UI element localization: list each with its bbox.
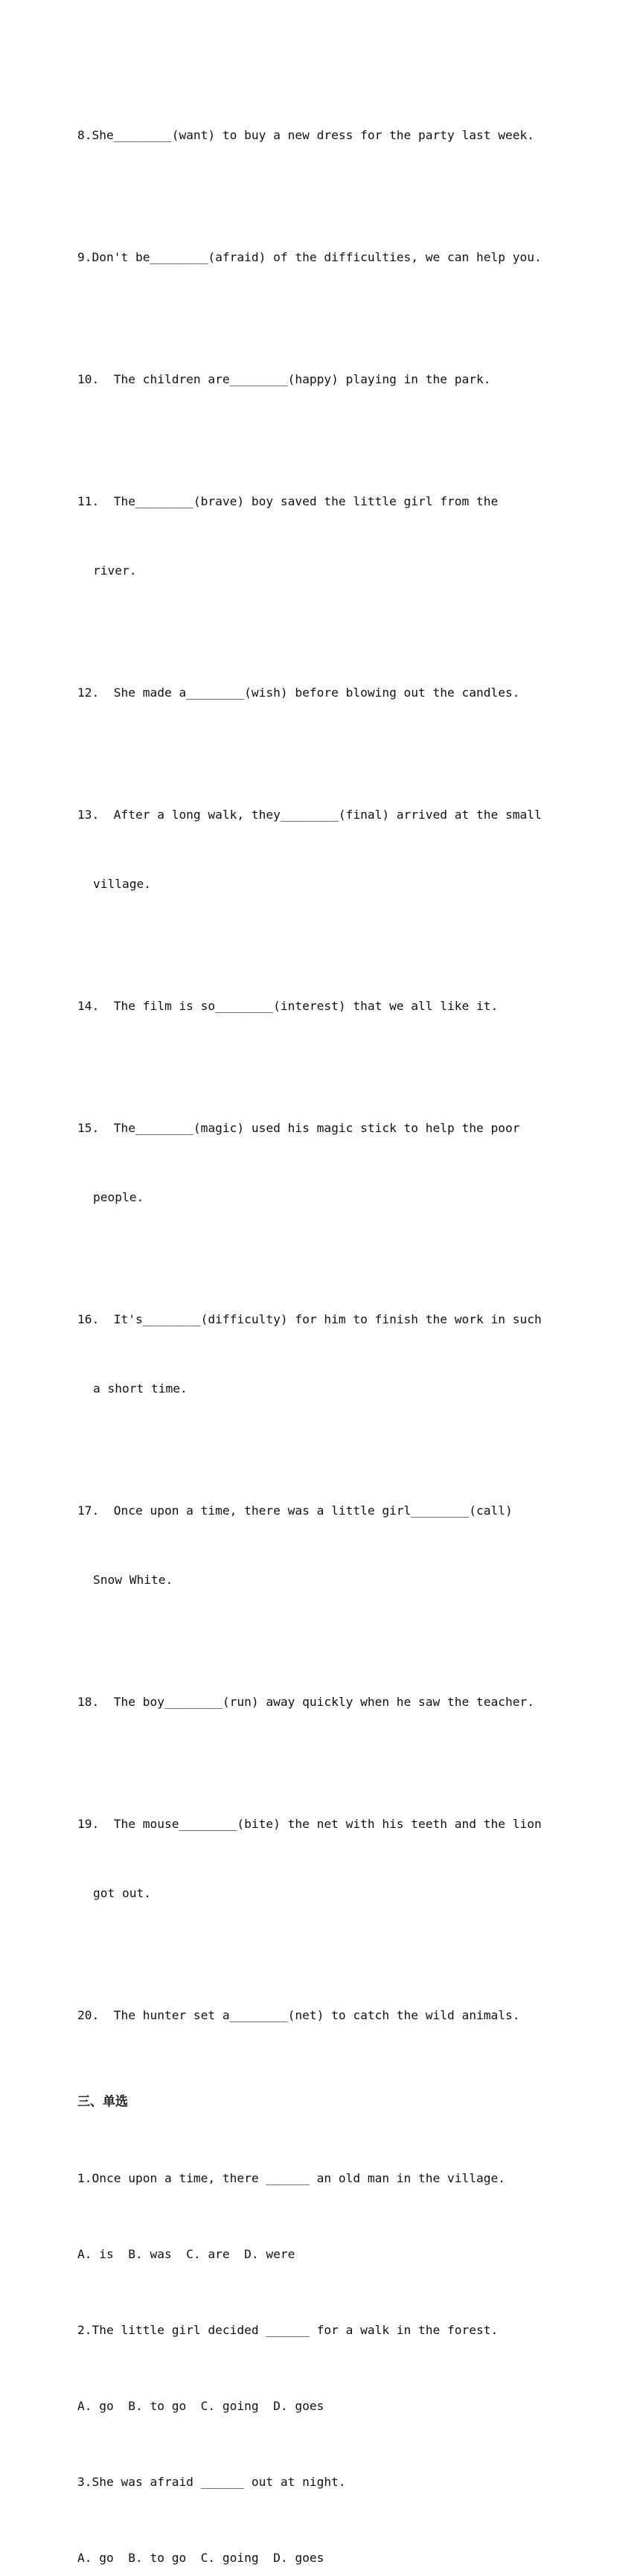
question-text: 17. Once upon a time, there was a little girl________(call) <box>77 1503 513 1518</box>
mc-question-text: 2.The little girl decided ______ for a walk in the forest. <box>77 2323 499 2337</box>
question-item <box>77 1262 566 1446</box>
mc-question-text: 3.She was afraid ______ out at night. <box>77 2475 346 2489</box>
question-item <box>77 199 566 315</box>
question-item <box>77 948 566 1064</box>
mc-options: A. go B. to go C. going D. goes <box>77 2551 324 2565</box>
question-text: 11. The________(brave) boy saved the little girl from the <box>77 494 499 508</box>
question-text: 15. The________(magic) used his magic stick to help the poor <box>77 1121 520 1135</box>
question-text-continued: Snow White. <box>93 1573 173 1587</box>
question-text: 9.Don't be________(afraid) of the difficulties, we can help you. <box>77 250 542 264</box>
question-text-continued: people. <box>93 1190 144 1204</box>
mc-question <box>77 2120 566 2236</box>
question-text: 20. The hunter set a________(net) to catch the wild animals. <box>77 2008 520 2022</box>
question-text: 8.She________(want) to buy a new dress for the party last week. <box>77 128 534 142</box>
question-item <box>77 322 566 437</box>
question-item <box>77 444 566 628</box>
question-text: 16. It's________(difficulty) for him to finish the work in such <box>77 1312 542 1326</box>
question-text-continued: village. <box>93 877 151 891</box>
question-text: 10. The children are________(happy) playing in the park. <box>77 372 491 386</box>
mc-options: A. is B. was C. are D. were <box>77 2247 295 2261</box>
question-item <box>77 1766 566 1951</box>
question-text: 13. After a long walk, they________(final) arrived at the small <box>77 808 542 822</box>
question-item <box>77 1957 566 2073</box>
question-text-continued: got out. <box>93 1886 151 1900</box>
question-item <box>77 1644 566 1760</box>
question-text: 19. The mouse________(bite) the net with his teeth and the lion <box>77 1817 542 1831</box>
question-text-continued: a short time. <box>93 1381 188 1396</box>
mc-question <box>77 2272 566 2388</box>
question-text-continued: river. <box>93 563 137 578</box>
mc-options: A. go B. to go C. going D. goes <box>77 2399 324 2413</box>
mc-question <box>77 2424 566 2540</box>
question-text: 18. The boy________(run) away quickly when he saw the teacher. <box>77 1695 534 1709</box>
question-item <box>77 1070 566 1255</box>
section-heading: 三、单选 <box>77 2094 128 2109</box>
mc-question-text: 1.Once upon a time, there ______ an old man in the village. <box>77 2171 505 2185</box>
question-item <box>77 757 566 942</box>
question-item <box>77 635 566 750</box>
question-text: 12. She made a________(wish) before blowing out the candles. <box>77 685 520 700</box>
question-item <box>77 77 566 193</box>
document-content <box>77 77 566 2576</box>
question-item <box>77 1453 566 1637</box>
question-text: 14. The film is so________(interest) that we all like it. <box>77 999 499 1013</box>
